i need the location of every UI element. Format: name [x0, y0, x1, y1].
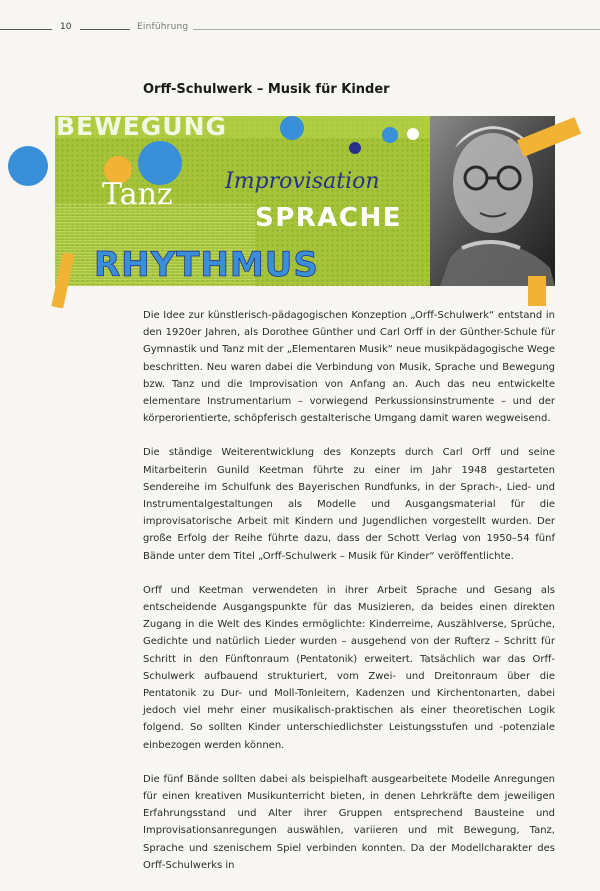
dark-blue-circle [349, 142, 361, 154]
page-number: 10 [60, 22, 72, 32]
header-rule-right [193, 29, 600, 30]
header-rule-left [0, 29, 52, 30]
word-improvisation: Improvisation [225, 169, 380, 194]
paragraph-2: Die ständige Weiterentwicklung des Konzepts durch Carl Orff und seine Mitarbeiterin Gunild Keetman führte zu einer im Jahr 1948 gestarteten Sendereihe im Schulfunk des Bayerischen Rundfunks, in der Sprach-, Lied- und Instrumentalgestaltungen als Modelle und Ausgangsmaterial für die improvisatorische Arbeit mit Kindern und Jugendlichen vorgestellt wurden. Der große Erfolg der Reihe führte dazu, dass der Schott Verlag von 1950–54 fünf Bände unter dem Titel „Orff-Schulwerk – Musik für Kinder“ veröffentlichte. [143, 447, 555, 562]
orange-strip-bottom [528, 276, 546, 306]
banner-graphic [0, 108, 600, 308]
chapter-label: Einführung [137, 22, 189, 32]
word-tanz: Tanz [102, 177, 173, 212]
collage-banner [0, 108, 600, 308]
blue-circle-top [280, 116, 304, 140]
header-rule-middle [80, 29, 130, 30]
body-text [143, 307, 555, 891]
paragraph-4: Die fünf Bände sollten dabei als beispielhaft ausgearbeitete Modelle Anregungen für einen kreativen Musikunterricht bieten, in denen Lehrkräfte dem jeweiligen Erfahrungsstand und Alter ihrer Gruppen entsprechend Bausteine und Improvisationsanregungen auswählen, variieren und mit Bewegung, Tanz, Sprache und szenischem Spiel verbinden konnten. Da der Modellcharakter des Orff-Schulwerks in [143, 773, 555, 871]
section-title: Orff-Schulwerk – Musik für Kinder [143, 82, 390, 97]
word-sprache: SPRACHE [255, 203, 403, 233]
word-bewegung: BEWEGUNG [56, 112, 228, 141]
running-header [0, 22, 600, 36]
blue-circle-left [8, 146, 48, 186]
paragraph-3: Orff und Keetman verwendeten in ihrer Arbeit Sprache und Gesang als entscheidende Ausgangspunkte für das Musizieren, da beides einen direkten Zugang in die Welt des Kindes ermöglichte: Kinderreime, Auszählverse, Sprüche, Gedichte und natürlich Lieder wurden – ausgehend von der Rufterz – Schritt für Schritt in den Fünftonraum (Pentatonik) erweitert. Tatsächlich war das Orff-Schulwerk aufbauend strukturiert, vom Zwei- und Dreitonraum über die Pentatonik zu Dur- und Moll-Tonleitern, Kadenzen und Kirchentonarten, dabei jedoch viel mehr einer musikalisch-praktischen als einer theoretischen Logik folgend. So sollten Kinder unterschiedlichster Leistungsstufen und -potenziale einbezogen werden können. [143, 584, 555, 751]
word-rhythmus: RHYTHMUS [94, 245, 319, 285]
blue-circle-small [382, 127, 398, 143]
paragraph-1: Die Idee zur künstlerisch-pädagogischen Konzeption „Orff-Schulwerk“ entstand in den 1920er Jahren, als Dorothee Günther und Carl Orff in der Günther-Schule für Gymnastik und Tanz mit der „Elementaren Musik“ neue musikpädagogische Wege beschritten. Neu waren dabei die Verbindung von Musik, Sprache und Bewegung bzw. Tanz und die Improvisation von Anfang an. Auch das neu entwickelte elementare Instrumentarium – vorwiegend Perkussionsinstrumente – und der körperorientierte, schöpferisch gestalterische Umgang damit waren wegweisend. [143, 310, 555, 425]
white-circle [407, 128, 419, 140]
